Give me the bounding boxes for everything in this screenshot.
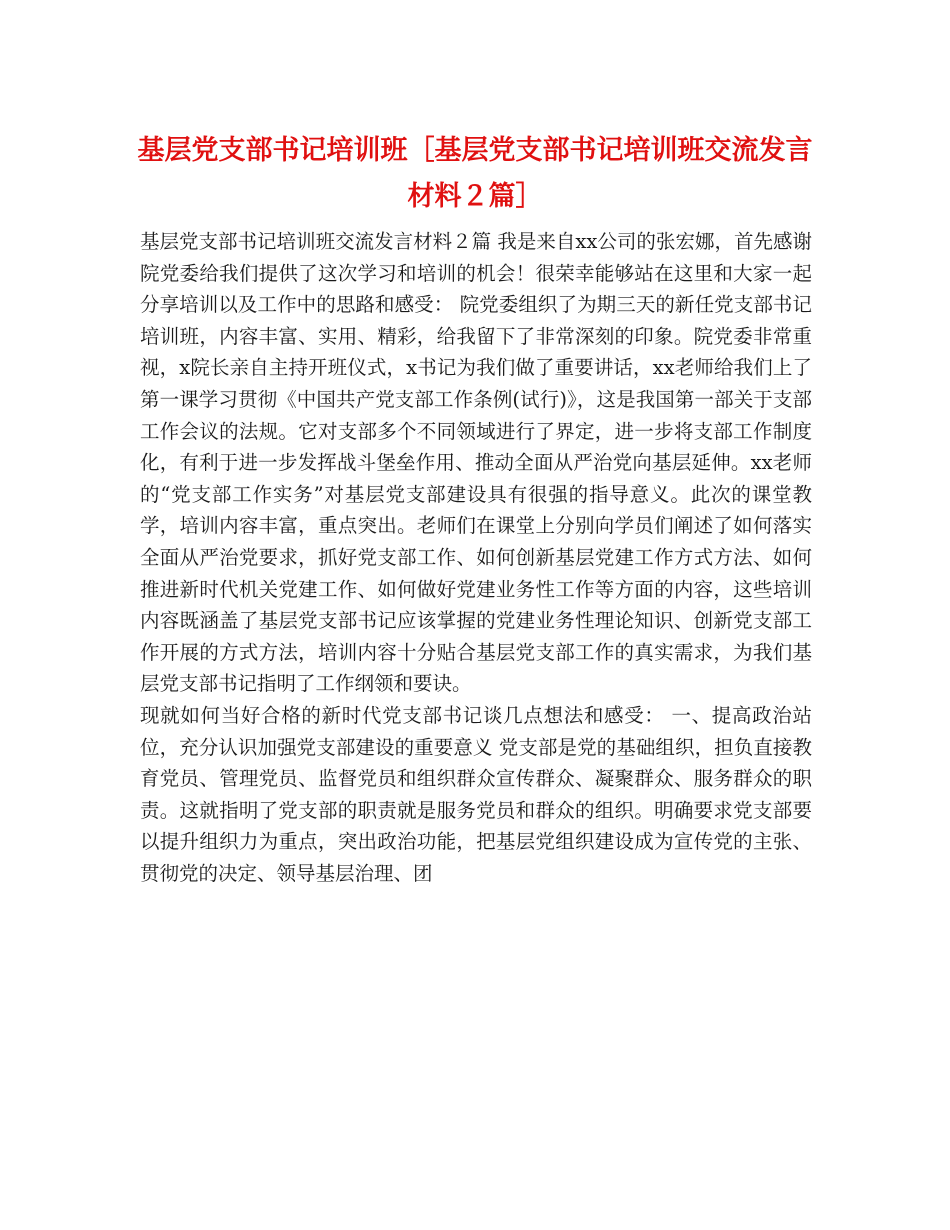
document-title: 基层党支部书记培训班［基层党支部书记培训班交流发言材料２篇］ [137, 135, 813, 212]
paragraph-2: 现就如何当好合格的新时代党支部书记谈几点想法和感受： 一、提高政治站位，充分认识加强党支部建设的重要意义 党支部是党的基础组织，担负直接教育党员、管理党员、监督党员和组织群众宣传群众、凝聚群众、服务群众的职责。这就指明了党支部的职责就是服务党员和群众的组织。明确要求党支部要以提升组织力为重点，突出政治功能，把基层党组织建设成为宣传党的主张、贯彻党的决定、领导基层治理、团 [140, 703, 812, 885]
paragraph-1: 基层党支部书记培训班交流发言材料２篇 我是来自xx公司的张宏娜，首先感谢院党委给我们提供了这次学习和培训的机会！很荣幸能够站在这里和大家一起分享培训以及工作中的思路和感受： 院党委组织了为期三天的新任党支部书记培训班，内容丰富、实用、精彩，给我留下了非常深刻的印象。院党委非常重视，x院长亲自主持开班仪式，x书记为我们做了重要讲话，xx老师给我们上了第一课学习贯彻《中国共产党支部工作条例(试行)》，这是我国第一部关于支部工作会议的法规。它对支部多个不同领域进行了界定，进一步将支部工作制度化，有利于进一步发挥战斗堡垒作用、推动全面从严治党向基层延伸。xx老师的“党支部工作实务”对基层党支部建设具有很强的指导意义。此次的课堂教学，培训内容丰富，重点突出。老师们在课堂上分别向学员们阐述了如何落实全面从严治党要求，抓好党支部工作、如何创新基层党建工作方式方法、如何推进新时代机关党建工作、如何做好党建业务性工作等方面的内容，这些培训内容既涵盖了基层党支部书记应该掌握的党建业务性理论知识、创新党支部工作开展的方式方法，培训内容十分贴合基层党支部工作的真实需求，为我们基层党支部书记指明了工作纲领和要诀。 [140, 230, 812, 696]
document-body [140, 226, 812, 889]
